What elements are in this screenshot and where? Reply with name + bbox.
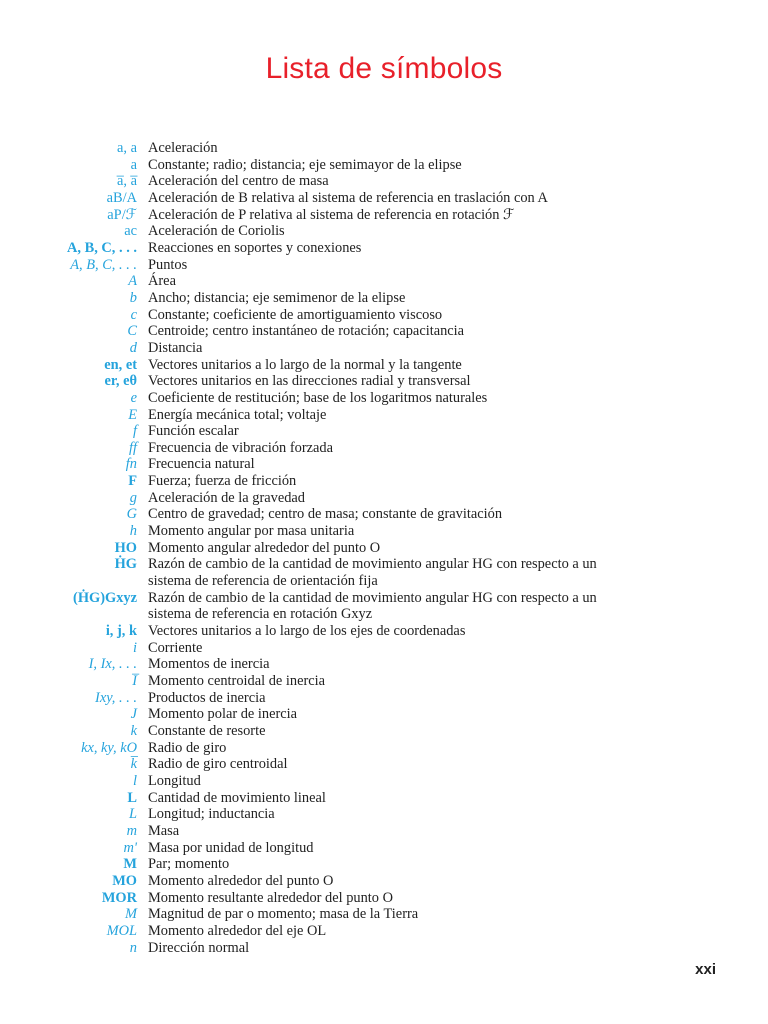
list-item: [0, 773, 768, 790]
list-item: [0, 906, 768, 923]
symbol-cell: I̅: [132, 673, 137, 689]
symbol-cell: aB/A: [106, 189, 137, 206]
meaning-cell: Centro de gravedad; centro de masa; constante de gravitación: [148, 506, 503, 523]
symbol-cell: e: [130, 389, 137, 406]
symbol-cell: HO: [114, 539, 137, 556]
list-item: [0, 407, 768, 424]
meaning-cell: Longitud; inductancia: [148, 806, 275, 823]
meaning-cell: Momento resultante alrededor del punto O: [148, 889, 393, 906]
list-item: [0, 473, 768, 490]
symbol-cell: ḢG: [114, 556, 137, 573]
meaning-cell: Función escalar: [148, 423, 239, 440]
page-number: xxi: [695, 961, 716, 978]
meaning-cell: Par; momento: [148, 856, 230, 873]
list-item: [0, 656, 768, 673]
symbol-cell: kx, ky, kO: [81, 739, 137, 756]
list-item: [0, 623, 768, 640]
meaning-cell: Longitud: [148, 772, 201, 789]
meaning-cell: Aceleración: [148, 140, 218, 156]
list-item: [0, 673, 768, 690]
symbol-cell: Ixy, . . .: [95, 689, 137, 706]
list-item: [0, 207, 768, 224]
list-item: [0, 723, 768, 740]
symbol-cell: J: [130, 706, 137, 723]
list-item: [0, 756, 768, 773]
meaning-cell: Momento alrededor del eje OL: [148, 922, 327, 939]
symbol-cell: m: [126, 822, 137, 839]
symbol-cell: E: [128, 406, 137, 423]
symbol-cell: i: [133, 639, 137, 656]
symbol-cell: er, eθ: [104, 373, 137, 390]
list-item: [0, 390, 768, 407]
list-item: [0, 223, 768, 240]
meaning-cell: Masa: [148, 822, 180, 839]
list-item: [0, 940, 768, 957]
meaning-cell: Fuerza; fuerza de fricción: [148, 473, 297, 490]
list-item: [0, 873, 768, 890]
symbol-cell: b: [129, 289, 137, 306]
symbol-cell: i, j, k: [105, 623, 137, 640]
list-item: [0, 340, 768, 357]
symbol-cell: c: [130, 306, 137, 323]
symbol-cell: h: [129, 523, 137, 540]
symbol-list: [0, 140, 768, 956]
list-item: [0, 290, 768, 307]
symbol-cell: d: [129, 339, 137, 356]
symbol-cell: g: [129, 489, 137, 506]
symbol-cell: M: [123, 856, 137, 873]
symbol-cell: MOL: [106, 922, 137, 939]
meaning-cell: Constante; radio; distancia; eje semimayor de la elipse: [148, 156, 462, 173]
symbol-cell: A, B, C, . . .: [70, 256, 137, 273]
list-item: [0, 790, 768, 807]
meaning-cell: Frecuencia natural: [148, 456, 255, 473]
meaning-cell: Aceleración de Coriolis: [148, 223, 285, 240]
symbol-cell: n: [129, 939, 137, 956]
meaning-cell: Momento centroidal de inercia: [148, 673, 326, 689]
symbol-cell: a, a: [117, 140, 137, 156]
symbol-cell: ff: [129, 439, 137, 456]
meaning-cell: Aceleración de B relativa al sistema de referencia en traslación con A: [148, 189, 548, 206]
list-item: [0, 740, 768, 757]
page-title: Lista de símbolos: [265, 52, 503, 85]
list-item: [0, 540, 768, 557]
symbol-cell: C: [127, 323, 137, 340]
list-item: [0, 823, 768, 840]
list-item: [0, 423, 768, 440]
symbol-cell: A, B, C, . . .: [67, 239, 137, 256]
meaning-cell: Constante de resorte: [148, 722, 266, 739]
list-item: [0, 173, 768, 190]
symbol-cell: (ḢG)Gxyz: [73, 589, 137, 606]
meaning-cell: Momentos de inercia: [148, 656, 270, 673]
list-item: [0, 373, 768, 390]
symbol-cell: en, et: [104, 356, 137, 373]
symbol-cell: fn: [125, 456, 137, 473]
meaning-cell: Momento alrededor del punto O: [148, 872, 334, 889]
list-item: [0, 506, 768, 523]
meaning-cell: Momento angular por masa unitaria: [148, 523, 355, 540]
symbol-cell: M: [125, 906, 137, 923]
list-item: [0, 456, 768, 473]
meaning-cell: Momento angular alrededor del punto O: [148, 539, 381, 556]
meaning-cell: Corriente: [148, 639, 203, 656]
meaning-cell: Magnitud de par o momento; masa de la Tierra: [148, 906, 419, 923]
symbol-cell: k: [130, 722, 137, 739]
symbol-cell: MOR: [101, 889, 137, 906]
list-item: [0, 307, 768, 324]
list-item: [0, 490, 768, 507]
list-item: [0, 157, 768, 174]
meaning-cell: Vectores unitarios a lo largo de la normal y la tangente: [148, 356, 462, 373]
list-item: [0, 856, 768, 873]
symbol-cell: k̅: [130, 756, 137, 773]
list-item: [0, 323, 768, 340]
list-item: [0, 806, 768, 823]
meaning-cell: Vectores unitarios en las direcciones radial y transversal: [148, 373, 471, 390]
list-item: [0, 240, 768, 257]
meaning-cell: Coeficiente de restitución; base de los logaritmos naturales: [148, 389, 488, 406]
list-item: [0, 923, 768, 940]
list-item: [0, 640, 768, 657]
meaning-cell: Radio de giro: [148, 739, 227, 756]
meaning-cell: Distancia: [148, 339, 203, 356]
meaning-cell: Ancho; distancia; eje semimenor de la elipse: [148, 289, 406, 306]
meaning-cell: Dirección normal: [148, 939, 250, 956]
meaning-cell: Área: [148, 273, 176, 290]
meaning-cell: Productos de inercia: [148, 689, 266, 706]
meaning-cell: Constante; coeficiente de amortiguamiento viscoso: [148, 306, 443, 323]
symbol-cell: A: [128, 273, 137, 290]
list-item: [0, 840, 768, 857]
meaning-cell: Radio de giro centroidal: [148, 756, 288, 773]
symbol-cell: MO: [112, 872, 137, 889]
meaning-cell: Energía mecánica total; voltaje: [148, 406, 327, 423]
list-item: [0, 273, 768, 290]
meaning-cell: Aceleración de P relativa al sistema de referencia en rotación ℱ: [148, 206, 515, 223]
meaning-cell: Razón de cambio de la cantidad de movimiento angular HG con respecto a un sistema de referencia en rotación Gxyz: [148, 589, 597, 623]
list-item: [0, 590, 768, 623]
meaning-cell: Vectores unitarios a lo largo de los ejes de coordenadas: [148, 623, 466, 640]
meaning-cell: Cantidad de movimiento lineal: [148, 789, 326, 806]
list-item: [0, 523, 768, 540]
meaning-cell: Aceleración de la gravedad: [148, 489, 306, 506]
list-item: [0, 706, 768, 723]
symbol-cell: L: [128, 806, 137, 823]
list-item: [0, 556, 768, 589]
symbol-cell: L: [127, 789, 137, 806]
list-item: [0, 257, 768, 274]
symbol-cell: f: [133, 423, 137, 440]
symbol-cell: a̅, a̅: [117, 173, 137, 190]
meaning-cell: Masa por unidad de longitud: [148, 839, 314, 856]
symbol-cell: aP/ℱ: [107, 206, 137, 223]
symbol-cell: m': [123, 839, 137, 856]
list-item: [0, 357, 768, 374]
symbol-cell: G: [126, 506, 137, 523]
list-item: [0, 140, 768, 157]
meaning-cell: Frecuencia de vibración forzada: [148, 439, 333, 456]
list-item: [0, 690, 768, 707]
symbol-cell: ac: [124, 223, 137, 240]
meaning-cell: Reacciones en soportes y conexiones: [148, 239, 362, 256]
list-item: [0, 890, 768, 907]
meaning-cell: Aceleración del centro de masa: [148, 173, 329, 190]
list-item: [0, 440, 768, 457]
meaning-cell: Centroide; centro instantáneo de rotación; capacitancia: [148, 323, 465, 340]
symbol-cell: l: [133, 772, 137, 789]
symbol-cell: I, Ix, . . .: [88, 656, 137, 673]
symbol-cell: F: [128, 473, 137, 490]
symbol-cell: a: [130, 156, 137, 173]
meaning-cell: Puntos: [148, 256, 188, 273]
meaning-cell: Razón de cambio de la cantidad de movimiento angular HG con respecto a un sistema de referencia de orientación fija: [148, 556, 597, 590]
meaning-cell: Momento polar de inercia: [148, 706, 298, 723]
list-item: [0, 190, 768, 207]
